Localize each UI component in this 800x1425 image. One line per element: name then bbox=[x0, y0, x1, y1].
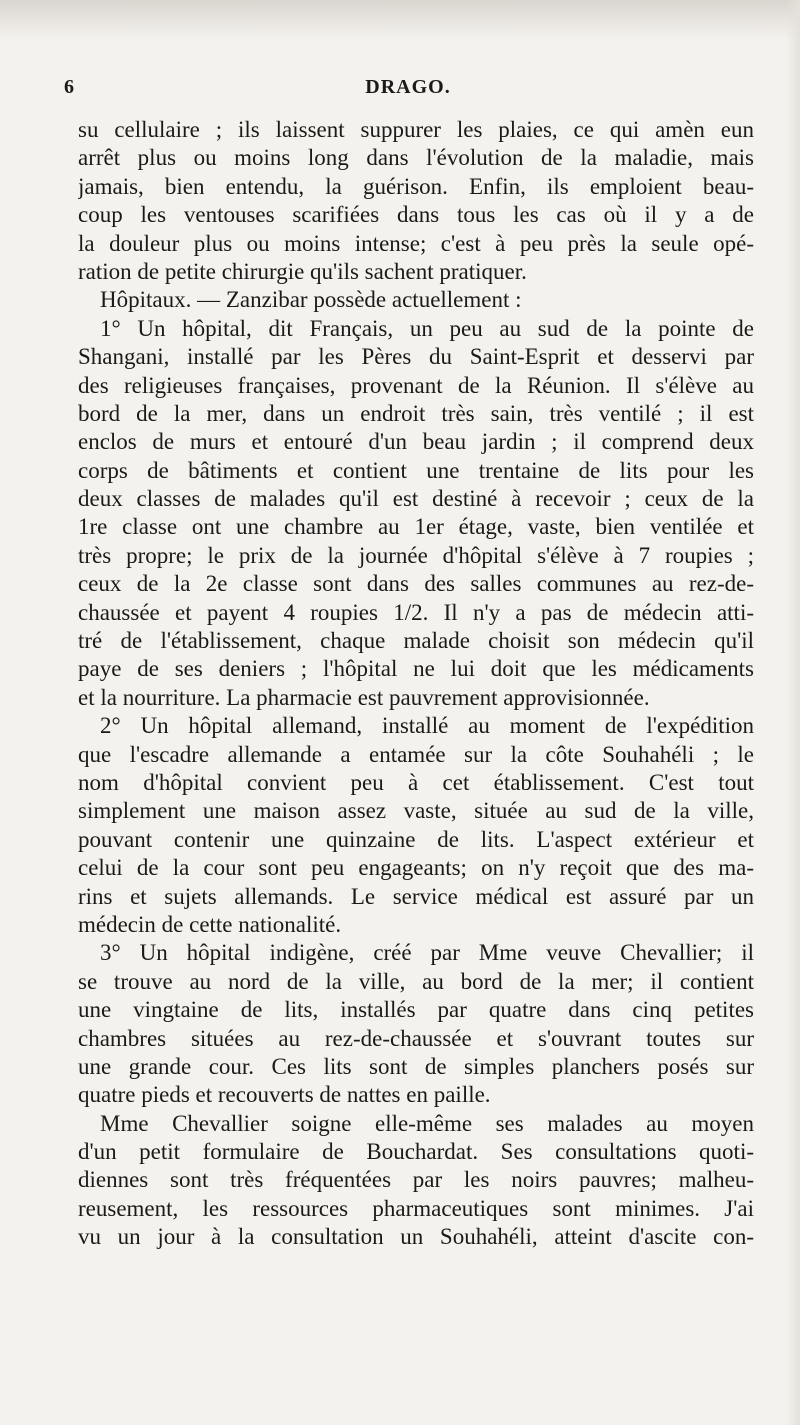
text-line: reusement, les ressources pharmaceutiques sont minimes. J'ai bbox=[78, 1195, 754, 1221]
text-line: ceux de la 2e classe sont dans des salles communes au rez-de- bbox=[78, 571, 754, 597]
text-line: coup les ventouses scarifiées dans tous les cas où il y a de bbox=[78, 202, 754, 228]
text-line: corps de bâtiments et contient une trentaine de lits pour les bbox=[78, 457, 754, 483]
text-line: des religieuses françaises, provenant de la Réunion. Il s'élève au bbox=[78, 372, 754, 398]
text-line: une grande cour. Ces lits sont de simples planchers posés sur bbox=[78, 1053, 754, 1079]
text-line: paye de ses deniers ; l'hôpital ne lui doit que les médicaments bbox=[78, 656, 754, 682]
text-line: 2° Un hôpital allemand, installé au moment de l'expédition bbox=[100, 713, 754, 739]
text-line: simplement une maison assez vaste, située au sud de la ville, bbox=[78, 798, 754, 824]
running-head bbox=[64, 76, 752, 106]
text-line: ration de petite chirurgie qu'ils sachent pratiquer. bbox=[78, 258, 527, 284]
text-line: tré de l'établissement, chaque malade choisit son médecin qu'il bbox=[78, 628, 754, 654]
text-line: su cellulaire ; ils laissent suppurer les plaies, ce qui amèn eun bbox=[78, 117, 754, 142]
text-line: Hôpitaux. — Zanzibar possède actuellement : bbox=[100, 287, 522, 313]
text-line: quatre pieds et recouverts de nattes en paille. bbox=[78, 1082, 491, 1108]
text-line: 3° Un hôpital indigène, créé par Mme veuve Chevallier; il bbox=[100, 940, 754, 966]
page-number: 6 bbox=[64, 76, 74, 98]
text-line: diennes sont très fréquentées par les noirs pauvres; malheu- bbox=[78, 1167, 754, 1193]
text-line: chambres situées au rez-de-chaussée et s'ouvrant toutes sur bbox=[78, 1025, 754, 1051]
text-line: bord de la mer, dans un endroit très sain, très ventilé ; il est bbox=[78, 400, 754, 426]
text-line: d'un petit formulaire de Bouchardat. Ses consultations quoti- bbox=[78, 1139, 754, 1165]
text-line: Mme Chevallier soigne elle-même ses malades au moyen bbox=[100, 1110, 754, 1136]
text-line: et la nourriture. La pharmacie est pauvrement approvisionnée. bbox=[78, 684, 650, 710]
text-line: se trouve au nord de la ville, au bord de la mer; il contient bbox=[78, 968, 754, 994]
text-line: que l'escadre allemande a entamée sur la côte Souhahéli ; le bbox=[78, 741, 754, 767]
text-line: pouvant contenir une quinzaine de lits. L'aspect extérieur et bbox=[78, 826, 754, 852]
text-line: jamais, bien entendu, la guérison. Enfin, ils emploient beau- bbox=[78, 173, 754, 199]
text-line: une vingtaine de lits, installés par quatre dans cinq petites bbox=[78, 997, 754, 1023]
text-line: rins et sujets allemands. Le service médical est assuré par un bbox=[78, 883, 754, 909]
text-line: chaussée et payent 4 roupies 1/2. Il n'y a pas de médecin atti- bbox=[78, 599, 754, 625]
text-line: vu un jour à la consultation un Souhahéli, atteint d'ascite con- bbox=[78, 1224, 754, 1250]
text-line: Shangani, installé par les Pères du Saint-Esprit et desservi par bbox=[78, 344, 754, 370]
text-line: arrêt plus ou moins long dans l'évolution de la maladie, mais bbox=[78, 145, 754, 171]
text-line: la douleur plus ou moins intense; c'est à peu près la seule opé- bbox=[78, 230, 754, 256]
text-line: deux classes de malades qu'il est destiné à recevoir ; ceux de la bbox=[78, 486, 754, 512]
scan-shadow-top bbox=[0, 0, 800, 40]
text-line: 1° Un hôpital, dit Français, un peu au sud de la pointe de bbox=[100, 315, 754, 341]
text-line: médecin de cette nationalité. bbox=[78, 911, 342, 937]
running-title: DRAGO. bbox=[365, 76, 451, 98]
text-line: enclos de murs et entouré d'un beau jardin ; il comprend deux bbox=[78, 429, 754, 455]
text-line: très propre; le prix de la journée d'hôpital s'élève à 7 roupies ; bbox=[78, 542, 754, 568]
text-line: 1re classe ont une chambre au 1er étage, vaste, bien ventilée et bbox=[78, 514, 754, 540]
scan-shadow-right bbox=[786, 0, 800, 1425]
body-text bbox=[78, 116, 754, 1252]
text-line: celui de la cour sont peu engageants; on n'y reçoit que des ma- bbox=[78, 855, 754, 881]
text-line: nom d'hôpital convient peu à cet établissement. C'est tout bbox=[78, 769, 754, 795]
